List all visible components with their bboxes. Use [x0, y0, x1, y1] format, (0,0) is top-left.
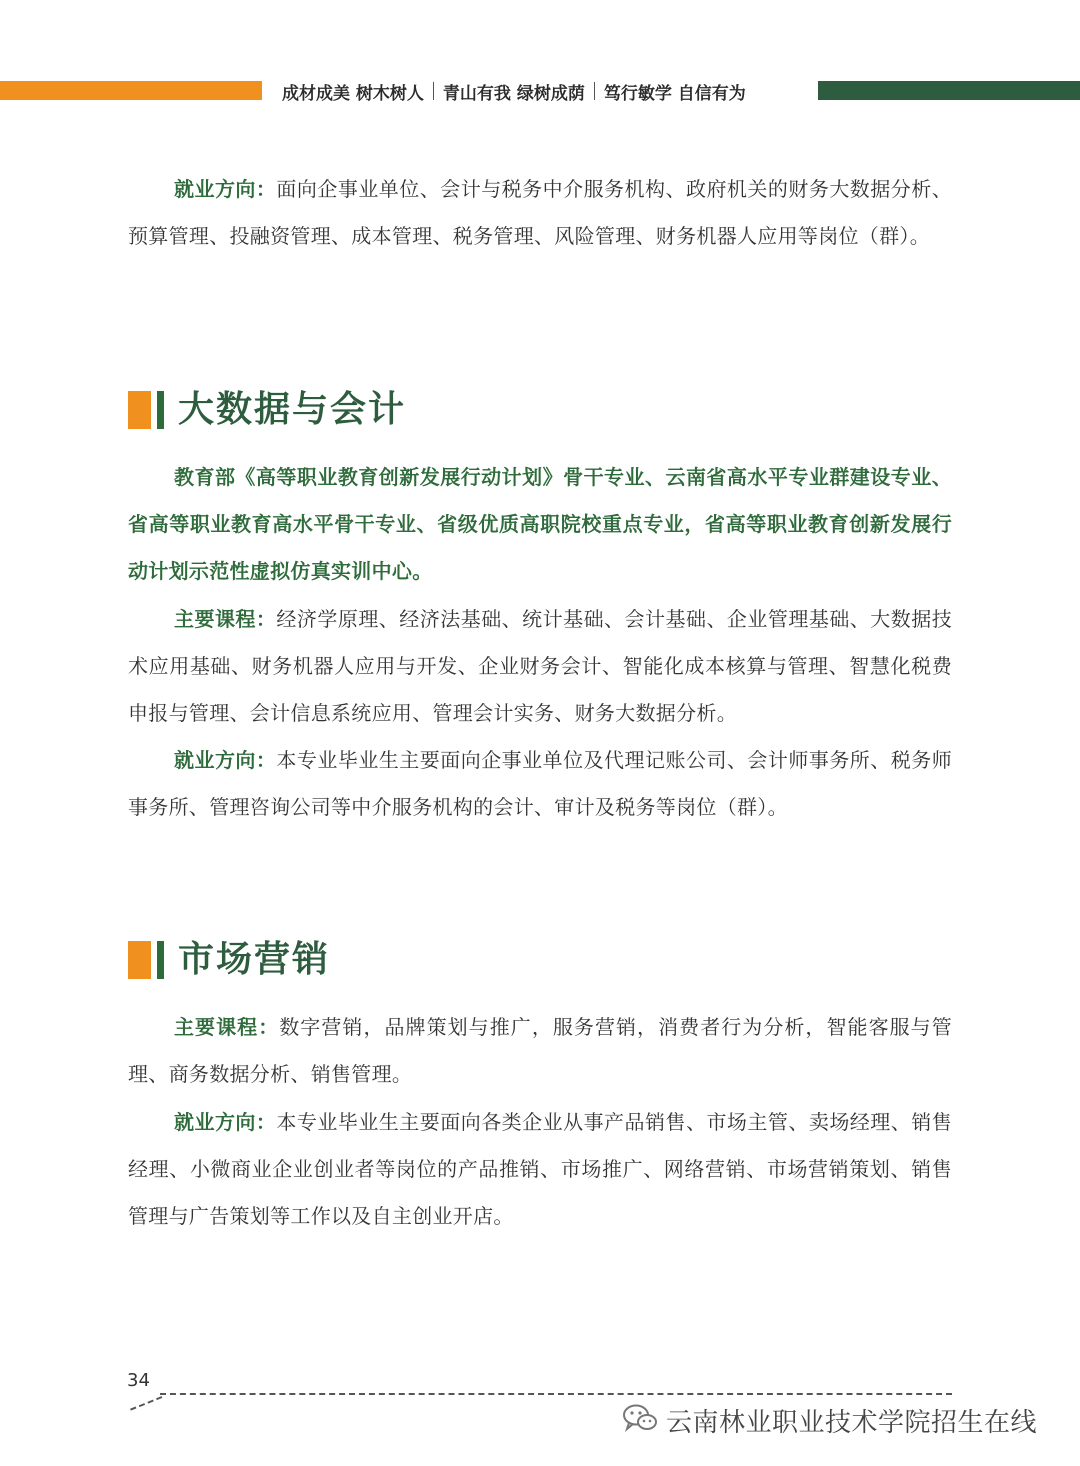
- heading-marker-orange: [128, 941, 151, 979]
- courses-label: 主要课程：: [174, 1015, 280, 1039]
- courses-label: 主要课程：: [174, 607, 277, 631]
- motto-segment: 笃行敏学 自信有为: [603, 83, 746, 104]
- footer-dashed-slant: [130, 1396, 162, 1411]
- heading-marker-green: [157, 391, 164, 429]
- section-heading-big-data-accounting: [128, 388, 406, 432]
- header-bar-green: [818, 81, 1080, 100]
- heading-marker-orange: [128, 391, 151, 429]
- section-heading-marketing: [128, 938, 330, 982]
- employment-text: 本专业毕业生主要面向企事业单位及代理记账公司、会计师事务所、税务师事务所、管理咨询公司等中介服务机构的会计、审计及税务等岗位（群）。: [128, 748, 953, 819]
- header-bar-orange: [0, 81, 262, 100]
- courses-text: 数字营销，品牌策划与推广，服务营销，消费者行为分析，智能客服与管理、商务数据分析、销售管理。: [128, 1015, 953, 1086]
- courses-paragraph: [128, 1004, 952, 1098]
- employment-label: 就业方向：: [174, 1110, 277, 1134]
- employment-label: 就业方向：: [174, 748, 277, 772]
- employment-text: 本专业毕业生主要面向各类企业从事产品销售、市场主管、卖场经理、销售经理、小微商业企业创业者等岗位的产品推销、市场推广、网络营销、市场营销策划、销售管理与广告策划等工作以及自主创业开店。: [128, 1110, 953, 1228]
- footer-dashed-line: [160, 1393, 952, 1395]
- section-title: 市场营销: [178, 939, 331, 980]
- employment-text: 面向企事业单位、会计与税务中介服务机构、政府机关的财务大数据分析、预算管理、投融资管理、成本管理、税务管理、风险管理、财务机器人应用等岗位（群）。: [128, 177, 953, 248]
- heading-marker-green: [157, 941, 164, 979]
- header-motto: [282, 78, 802, 104]
- employment-label: 就业方向：: [174, 177, 277, 201]
- section-highlight-paragraph: 教育部《高等职业教育创新发展行动计划》骨干专业、云南省高水平专业群建设专业、省高等职业教育高水平骨干专业、省级优质高职院校重点专业，省高等职业教育创新发展行动计划示范性虚拟仿真实训中心。: [128, 465, 952, 583]
- wechat-watermark: [622, 1398, 1037, 1442]
- motto-divider: [594, 82, 595, 100]
- motto-segment: 青山有我 绿树成荫: [442, 83, 585, 104]
- watermark-text: 云南林业职业技术学院招生在线: [666, 1407, 1038, 1438]
- employment-paragraph: [128, 737, 952, 831]
- employment-paragraph: [128, 1099, 952, 1240]
- courses-paragraph: [128, 596, 952, 737]
- courses-text: 经济学原理、经济法基础、统计基础、会计基础、企业管理基础、大数据技术应用基础、财务机器人应用与开发、企业财务会计、智能化成本核算与管理、智慧化税费申报与管理、会计信息系统应用、管理会计实务、财务大数据分析。: [128, 607, 953, 725]
- page-number: 34: [127, 1370, 150, 1391]
- motto-divider: [433, 82, 434, 100]
- motto-segment: 成材成美 树木树人: [282, 83, 424, 104]
- section-title: 大数据与会计: [178, 389, 407, 430]
- wechat-icon: [622, 1403, 658, 1437]
- intro-employment-paragraph: [128, 166, 952, 260]
